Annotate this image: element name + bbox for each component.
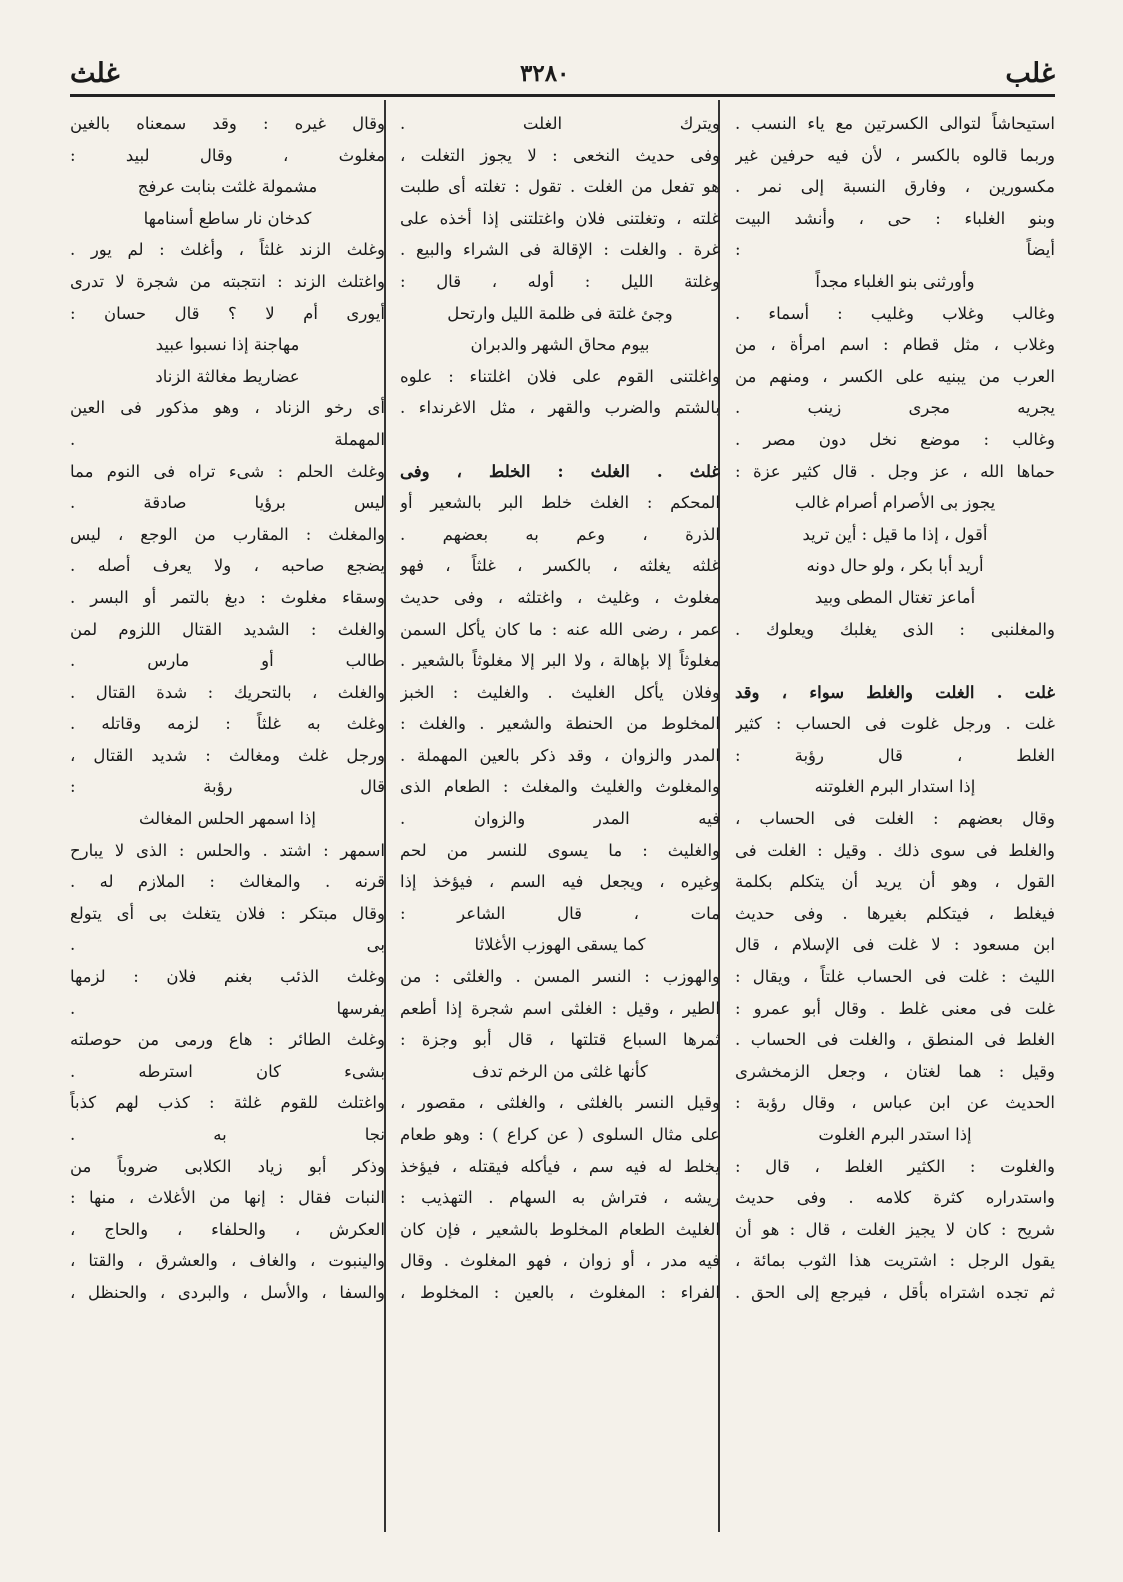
text-line: وسقاء مغلوث : دبغ بالتمر أو البسر .: [70, 587, 385, 607]
text-line: والمغلث : المقارب من الوجع ، ليس: [70, 524, 385, 544]
header-right-word: غلب: [1005, 58, 1055, 89]
text-line: والغليث : ما يسوى للنسر من لحم: [400, 840, 720, 860]
text-line: استيحاشاً لتوالى الكسرتين مع ياء النسب .: [735, 114, 1055, 133]
text-line: يفرسها .: [70, 998, 385, 1018]
text-line: وغالب : موضع نخل دون مصر .: [735, 429, 1055, 449]
column-middle: [400, 108, 720, 1528]
text-line: مغلوثاً إلا بإهالة ، ولا البر إلا مغلوثاً بالشعير .: [400, 651, 720, 671]
text-line: فيغلط ، فيتكلم بغيرها . وفى حديث: [735, 903, 1055, 923]
column-left: [70, 108, 385, 1528]
text-line: الذرة ، وعم به بعضهم .: [400, 524, 720, 544]
text-line: الغلط فى المنطق ، والغلت فى الحساب .: [735, 1030, 1055, 1050]
text-line: وغلث به غلثاً : لزمه وقاتله .: [70, 714, 385, 734]
text-line: والسفا ، والأسل ، والبردى ، والحنظل ،: [70, 1282, 385, 1302]
text-line: على مثال السلوى ( عن كراع ) : وهو طعام: [400, 1125, 720, 1144]
text-line: وغلتة الليل : أوله ، قال :: [400, 271, 720, 291]
text-line: إذا استدر البرم الغلوت: [818, 1125, 972, 1144]
text-line: أيورى أم لا ؟ قال حسان :: [70, 303, 385, 323]
text-line: بشىء كان استرطه .: [70, 1061, 385, 1081]
text-line: والغلوت : الكثير الغلط ، قال :: [735, 1156, 1055, 1176]
text-line: إذا استدار البرم الغلوتنه: [814, 777, 976, 797]
text-line: نجا به .: [70, 1125, 385, 1144]
text-line: غلت فى معنى غلط . وقال أبو عمرو :: [735, 998, 1055, 1018]
text-line: ورجل غلث ومغالث : شديد القتال ،: [70, 745, 385, 765]
text-line: هو تفعل من الغلت . تقول : تغلته أى طلبت: [400, 177, 720, 197]
text-line: وغالب وغلاب وغليب : أسماء .: [735, 303, 1055, 323]
text-line: وقال بعضهم : الغلت فى الحساب ،: [735, 809, 1055, 829]
text-line: وربما قالوه بالكسر ، لأن فيه حرفين غير: [735, 145, 1055, 165]
text-line: وقال مبتكر : فلان يتغلث بى أى يتولع: [70, 903, 385, 923]
text-line: مكسورين ، وفارق النسبة إلى نمر .: [735, 177, 1055, 197]
text-line: شريح : كان لا يجيز الغلت ، قال : هو أن: [735, 1219, 1055, 1239]
text-line: وغلث الذئب بغنم فلان : لزمها: [70, 967, 385, 987]
text-line: النبات فقال : إنها من الأغلاث ، منها :: [70, 1188, 385, 1208]
text-line: قرنه . والمغالث : الملازم له .: [70, 872, 385, 892]
text-line: وأورثنى بنو الغلباء مجداً: [815, 271, 975, 291]
text-line: وغلث الطائر : هاع ورمى من حوصلته: [70, 1030, 385, 1050]
text-line: الغلط ، قال رؤبة :: [735, 745, 1055, 765]
text-line: الليث : غلت فى الحساب غلتاً ، ويقال :: [735, 967, 1055, 987]
text-line: يضجع صاحبه ، ولا يعرف أصله .: [70, 556, 385, 576]
text-line: بى .: [70, 935, 385, 955]
text-line: عمر ، رضى الله عنه : ما كان يأكل السمن: [400, 619, 720, 639]
text-line: المخلوط من الحنطة والشعير . والغلث :: [400, 714, 720, 734]
text-line: مغلوث ، وغليث ، واغتلثه ، وفى حديث: [400, 587, 720, 607]
text-line: والغلط فى سوى ذلك . وقيل : الغلت فى: [735, 840, 1055, 860]
header-left-word: غلث: [70, 58, 120, 89]
text-line: كأنها غلثى من الرخم تدف: [472, 1061, 648, 1081]
header-rule: [70, 94, 1055, 97]
text-line: المحكم : الغلث خلط البر بالشعير أو: [400, 493, 720, 513]
text-line: والهوزب : النسر المسن . والغلثى : من: [400, 967, 720, 987]
text-line: فيه المدر والزوان .: [400, 809, 720, 829]
text-line: ويترك الغلت .: [400, 114, 720, 133]
column-right: [735, 108, 1055, 1528]
text-line: كما يسقى الهوزب الأغلاثا: [474, 935, 646, 955]
text-line: وغلاب ، مثل قطام : اسم امرأة ، من: [735, 335, 1055, 355]
text-line: أريد أبا بكر ، ولو حال دونه: [806, 556, 984, 576]
text-line: مشمولة غلثت بنابت عرفج: [137, 177, 318, 197]
page-number: ٣٢٨٠: [520, 60, 570, 87]
text-line: أماعز تغتال المطى وبيد: [814, 587, 976, 607]
text-line: الغليث الطعام المخلوط بالشعير ، فإن كان: [400, 1219, 720, 1239]
text-line: وغلث الزند غلثاً ، وأغلث : لم يور .: [70, 240, 385, 260]
text-line: يقول الرجل : اشتريت هذا الثوب بمائة ،: [735, 1251, 1055, 1271]
text-line: أى رخو الزناد ، وهو مذكور فى العين: [70, 398, 385, 418]
text-line: وبنو الغلباء : حى ، وأنشد البيت: [735, 208, 1055, 228]
text-line: والغلث : الشديد القتال اللزوم لمن: [70, 619, 385, 639]
text-line: غلت . ورجل غلوت فى الحساب : كثير: [735, 714, 1055, 734]
text-line: يخلط له فيه سم ، فيأكله فيقتله ، فيؤخذ: [400, 1156, 720, 1176]
text-line: القول ، وهو أن يريد أن يتكلم بكلمة: [735, 872, 1055, 892]
text-line: عضاريط مغالثة الزناد: [155, 366, 300, 386]
text-line: كدخان نار ساطع أسنامها: [143, 208, 312, 228]
text-line: غلث . الغلث : الخلط ، وفى: [400, 461, 720, 481]
text-line: غلثه يغلثه ، بالكسر ، غلثاً ، فهو: [400, 556, 720, 576]
text-line: وجئ غلتة فى ظلمة الليل وارتحل: [447, 303, 673, 323]
text-line: المدر والزوان ، وقد ذكر بالعين المهملة .: [400, 745, 720, 765]
text-line: طالب أو مارس .: [70, 651, 385, 671]
text-line: المهملة .: [70, 429, 385, 449]
text-line: العكرش ، والحلفاء ، والحاج ،: [70, 1219, 385, 1239]
text-line: العرب من يبنيه على الكسر ، ومنهم من: [735, 366, 1055, 386]
text-line: بيوم محاق الشهر والدبران: [470, 335, 650, 355]
text-line: مهاجنة إذا نسبوا عبيد: [155, 335, 300, 355]
text-line: ليس برؤيا صادقة .: [70, 493, 385, 513]
text-line: اسمهر : اشتد . والحلس : الذى لا يبارح: [70, 840, 385, 860]
text-line: وغيره ، ويجعل فيه السم ، فيؤخذ إذا: [400, 872, 720, 892]
text-line: والمغلنبى : الذى يغلبك ويعلوك .: [735, 619, 1055, 639]
text-line: ريشه ، فتراش به السهام . التهذيب :: [400, 1188, 720, 1208]
text-line: واستدراره كثرة كلامه . وفى حديث: [735, 1188, 1055, 1208]
text-line: بالشتم والضرب والقهر ، مثل الاغرنداء .: [400, 398, 720, 418]
text-line: واغلتنى القوم على فلان اغلتناء : علوه: [400, 366, 720, 386]
text-line: والغلث ، بالتحريك : شدة القتال .: [70, 682, 385, 702]
text-line: ثمرها السباع قتلتها ، قال أبو وجزة :: [400, 1030, 720, 1050]
text-line: والينبوت ، والغاف ، والعشرق ، والقتا ،: [70, 1251, 385, 1271]
page-header: [70, 58, 1055, 98]
text-line: الحديث عن ابن عباس ، وقال رؤبة :: [735, 1093, 1055, 1113]
text-line: وذكر أبو زياد الكلابى ضروباً من: [70, 1156, 385, 1176]
text-line: فيه مدر ، أو زوان ، فهو المغلوث . وقال: [400, 1251, 720, 1271]
text-line: غلت . الغلت والغلط سواء ، وقد: [735, 682, 1055, 702]
text-line: وفلان يأكل الغليث . والغليث : الخبز: [400, 682, 720, 702]
text-line: وقيل النسر بالغلثى ، والغلثى ، مقصور ،: [400, 1093, 720, 1113]
text-line: وغلث الحلم : شىء تراه فى النوم مما: [70, 461, 385, 481]
text-line: أقول ، إذا ما قيل : أين تريد: [802, 524, 988, 544]
text-line: غرة . والغلت : الإقالة فى الشراء والبيع .: [400, 240, 720, 260]
text-line: مغلوث ، وقال لبيد :: [70, 145, 385, 165]
text-line: وقيل : هما لغتان ، وجعل الزمخشرى: [735, 1061, 1055, 1081]
text-line: الطير ، وقيل : الغلثى اسم شجرة إذا أطعم: [400, 998, 720, 1018]
text-line: حماها الله ، عز وجل . قال كثير عزة :: [735, 461, 1055, 481]
text-line: ابن مسعود : لا غلت فى الإسلام ، قال: [735, 935, 1055, 955]
text-line: يجريه مجرى زينب .: [735, 398, 1055, 418]
text-line: مات ، قال الشاعر :: [400, 903, 720, 923]
text-line: [400, 424, 720, 456]
text-line: غلته ، وتغلتنى فلان واغتلتنى إذا أخذه على: [400, 208, 720, 228]
text-line: يجوز بى الأصرام أصرام غالب: [794, 493, 996, 513]
text-line: قال رؤبة :: [70, 777, 385, 797]
text-line: ثم تجده اشتراه بأقل ، فيرجع إلى الحق .: [735, 1282, 1055, 1302]
text-line: الفراء : المغلوث ، بالعين : المخلوط ،: [400, 1282, 720, 1302]
text-line: وقال غيره : وقد سمعناه بالغين: [70, 114, 385, 133]
text-line: واغتلث الزند : انتجبته من شجرة لا تدرى: [70, 271, 385, 291]
text-line: والمغلوث والغليث والمغلث : الطعام الذى: [400, 777, 720, 797]
text-line: وفى حديث النخعى : لا يجوز التغلت ،: [400, 145, 720, 165]
text-line: أيضاً :: [735, 240, 1055, 260]
text-line: واغتلث للقوم غلثة : كذب لهم كذباً: [70, 1093, 385, 1113]
text-line: إذا اسمهر الحلس المغالث: [138, 809, 317, 829]
text-line: [735, 645, 1055, 677]
